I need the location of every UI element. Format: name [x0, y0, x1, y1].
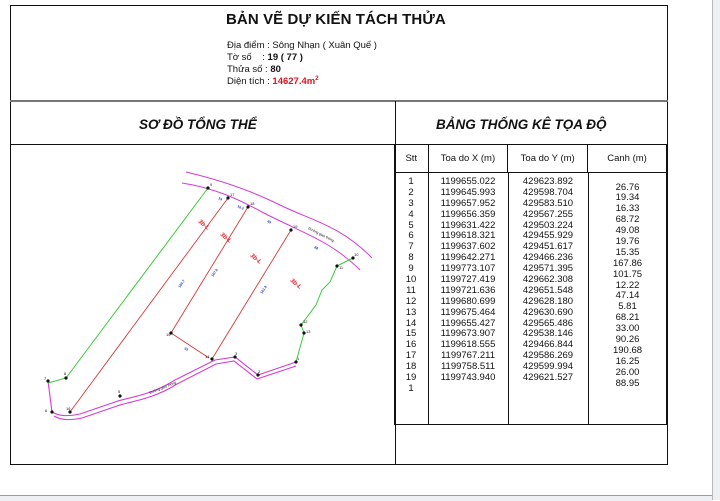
svg-text:14: 14	[205, 354, 210, 359]
table-cell-edge: 90.26	[615, 333, 640, 345]
edge-column	[588, 183, 667, 390]
table-cell-stt: 3	[408, 197, 414, 209]
table-cell-edge: 88.95	[615, 377, 640, 389]
table-cell-x: 1199655.427	[440, 317, 496, 329]
svg-text:167.9: 167.9	[210, 268, 219, 278]
svg-text:8: 8	[64, 371, 67, 376]
sheet-label: Tờ số :	[227, 52, 268, 63]
svg-text:2: 2	[258, 369, 261, 374]
svg-text:33: 33	[183, 346, 189, 352]
svg-text:13: 13	[306, 329, 311, 334]
table-cell-edge: 47.14	[615, 290, 640, 302]
area-value: 14627.4m	[272, 76, 316, 87]
table-cell-stt: 11	[406, 284, 416, 296]
table-cell-y: 429466.844	[522, 339, 574, 351]
table-cell-y: 429455.929	[522, 230, 574, 242]
svg-text:7: 7	[44, 376, 47, 381]
header-divider	[10, 100, 668, 102]
area-unit-sup: 2	[315, 75, 319, 82]
table-cell-stt: 4	[408, 208, 414, 220]
table-cell-x: 1199758.511	[440, 361, 496, 373]
table-section-title: BẢNG THỐNG KÊ TỌA ĐỘ	[436, 117, 607, 132]
page-edge-bottom	[0, 495, 712, 501]
parcel-label: Thửa số :	[227, 64, 271, 75]
svg-text:15: 15	[166, 332, 171, 337]
table-cell-y: 429662.308	[522, 274, 574, 286]
table-cell-stt: 6	[408, 230, 414, 242]
table-cell-y: 429628.180	[522, 295, 574, 307]
svg-text:11: 11	[339, 265, 344, 270]
table-cell-y: 429630.690	[522, 306, 574, 318]
table-cell-stt: 17	[405, 350, 417, 362]
svg-text:3: 3	[235, 351, 238, 356]
coordinate-table-body	[394, 172, 667, 425]
x-column	[428, 177, 508, 395]
table-cell-stt: 1	[408, 382, 414, 394]
svg-text:19: 19	[217, 196, 223, 202]
table-cell-y: 429623.892	[522, 176, 574, 187]
table-cell-edge: 49.08	[615, 225, 640, 237]
table-cell-edge: 19.76	[615, 235, 640, 247]
table-cell-x: 1199743.940	[440, 372, 496, 384]
table-cell-edge: 167.86	[612, 257, 643, 269]
table-cell-stt: 7	[408, 241, 414, 253]
table-cell-y	[508, 384, 588, 395]
location-value: Sông Nhạn ( Xuân Quế )	[272, 40, 377, 51]
svg-text:3b-L: 3b-L	[288, 277, 303, 291]
point-labels	[44, 182, 359, 413]
table-cell-x: 1199642.271	[440, 252, 496, 264]
table-cell-y: 429598.704	[522, 186, 574, 198]
diagram-section-title: SƠ ĐỒ TỔNG THỂ	[139, 117, 257, 132]
table-cell-x: 1199618.555	[440, 339, 496, 351]
table-cell-x	[428, 384, 508, 395]
svg-text:19: 19	[293, 224, 298, 229]
svg-text:5: 5	[118, 389, 121, 394]
area-label: Diện tích :	[227, 76, 273, 87]
parcel-line	[227, 64, 281, 76]
table-cell-x: 1199618.321	[440, 230, 496, 242]
coordinate-table-header	[394, 145, 667, 173]
table-cell-x: 1199721.636	[440, 284, 496, 296]
parcel-diagram	[11, 146, 395, 464]
table-cell-edge: 16.25	[615, 355, 640, 367]
area-line	[227, 76, 319, 88]
table-cell-x: 1199680.699	[440, 295, 496, 307]
table-cell-stt: 19	[405, 372, 417, 384]
table-cell-x: 1199637.602	[440, 241, 496, 253]
svg-text:18: 18	[250, 201, 255, 206]
sheet-value: 19 ( 77 )	[267, 52, 303, 63]
table-cell-edge: 190.68	[612, 344, 643, 356]
table-cell-y: 429599.994	[522, 361, 574, 373]
table-cell-x: 1199727.419	[440, 274, 496, 286]
svg-text:17: 17	[230, 192, 235, 197]
table-cell-stt: 2	[408, 186, 414, 198]
table-cell-stt: 15	[405, 328, 417, 340]
table-cell-stt: 8	[408, 252, 414, 264]
table-cell-x: 1199675.464	[440, 306, 496, 318]
svg-text:49: 49	[266, 219, 272, 225]
header-edge: Canh (m)	[588, 145, 667, 173]
table-cell-stt: 1	[408, 176, 414, 187]
parcel-value: 80	[270, 64, 281, 75]
svg-text:190.7: 190.7	[177, 279, 186, 289]
table-cell-y: 429538.146	[522, 328, 574, 340]
table-cell-edge: 19.34	[615, 192, 640, 204]
svg-text:9: 9	[210, 182, 213, 187]
table-cell-edge: 26.76	[615, 181, 640, 193]
table-cell-stt: 18	[405, 361, 417, 373]
table-cell-x: 1199656.359	[440, 208, 496, 220]
table-cell-stt: 9	[408, 263, 414, 275]
table-cell-x: 1199645.993	[440, 186, 496, 198]
table-cell-edge: 33.00	[615, 323, 640, 335]
sheet-line	[227, 52, 303, 64]
document-title: BẢN VẼ DỰ KIẾN TÁCH THỬA	[226, 11, 446, 28]
svg-text:88: 88	[313, 245, 319, 251]
svg-text:101.8: 101.8	[259, 285, 268, 295]
location-line	[227, 40, 377, 52]
svg-text:3b-L: 3b-L	[248, 252, 263, 266]
table-cell-y: 429621.527	[522, 372, 574, 384]
table-cell-stt: 13	[405, 306, 417, 318]
svg-text:Đường giao thông: Đường giao thông	[148, 380, 177, 395]
table-cell-y: 429466.236	[522, 252, 574, 264]
table-cell-y: 429583.510	[522, 197, 574, 209]
svg-text:6: 6	[45, 408, 48, 413]
table-cell-edge: 16.33	[615, 203, 640, 215]
table-cell-x: 1199655.022	[440, 176, 496, 187]
table-cell-y: 429565.486	[522, 317, 574, 329]
svg-text:10: 10	[354, 252, 359, 257]
table-cell-y: 429503.224	[522, 219, 574, 231]
svg-text:16.3: 16.3	[236, 204, 245, 211]
svg-text:Đường giao thông: Đường giao thông	[307, 226, 335, 243]
table-cell-x: 1199631.422	[440, 219, 496, 231]
stt-column	[394, 177, 428, 395]
page-edge-right	[712, 0, 720, 500]
table-cell-y: 429567.255	[522, 208, 574, 220]
table-cell-y: 429451.617	[522, 241, 574, 253]
svg-text:1: 1	[297, 356, 300, 361]
svg-text:3b-L: 3b-L	[196, 218, 211, 232]
table-cell-y: 429571.395	[522, 263, 574, 275]
table-cell-x: 1199673.907	[440, 328, 496, 340]
parcel-area-labels	[197, 219, 303, 291]
table-cell-x: 1199773.107	[440, 263, 496, 275]
table-cell-stt: 5	[408, 219, 414, 231]
lower-road	[48, 357, 296, 420]
table-cell-y: 429651.548	[522, 284, 574, 296]
table-cell-stt: 14	[405, 317, 417, 329]
svg-text:3b-L: 3b-L	[218, 231, 233, 245]
header-x: Toa do X (m)	[428, 145, 508, 173]
svg-text:16: 16	[66, 406, 71, 411]
table-cell-stt: 16	[405, 339, 417, 351]
header-stt: Stt	[395, 145, 429, 173]
table-cell-y: 429586.269	[522, 350, 574, 362]
svg-text:12: 12	[303, 319, 308, 324]
header-y: Toa do Y (m)	[508, 145, 588, 173]
y-column	[508, 177, 588, 395]
table-cell-edge: 68.72	[615, 214, 640, 226]
split-lines	[70, 198, 291, 412]
table-cell-stt: 12	[405, 295, 417, 307]
table-cell-edge: 101.75	[612, 268, 643, 280]
location-label: Địa điểm :	[227, 40, 273, 51]
table-cell-edge: 68.21	[615, 312, 640, 324]
table-cell-edge: 12.22	[615, 279, 640, 291]
table-cell-stt: 10	[405, 274, 417, 286]
table-cell-edge: 5.81	[618, 301, 637, 313]
table-cell-x: 1199767.211	[440, 350, 496, 362]
table-cell-x: 1199657.952	[440, 197, 496, 209]
table-cell-edge: 26.00	[615, 366, 640, 378]
table-cell-edge: 15.35	[615, 246, 640, 258]
